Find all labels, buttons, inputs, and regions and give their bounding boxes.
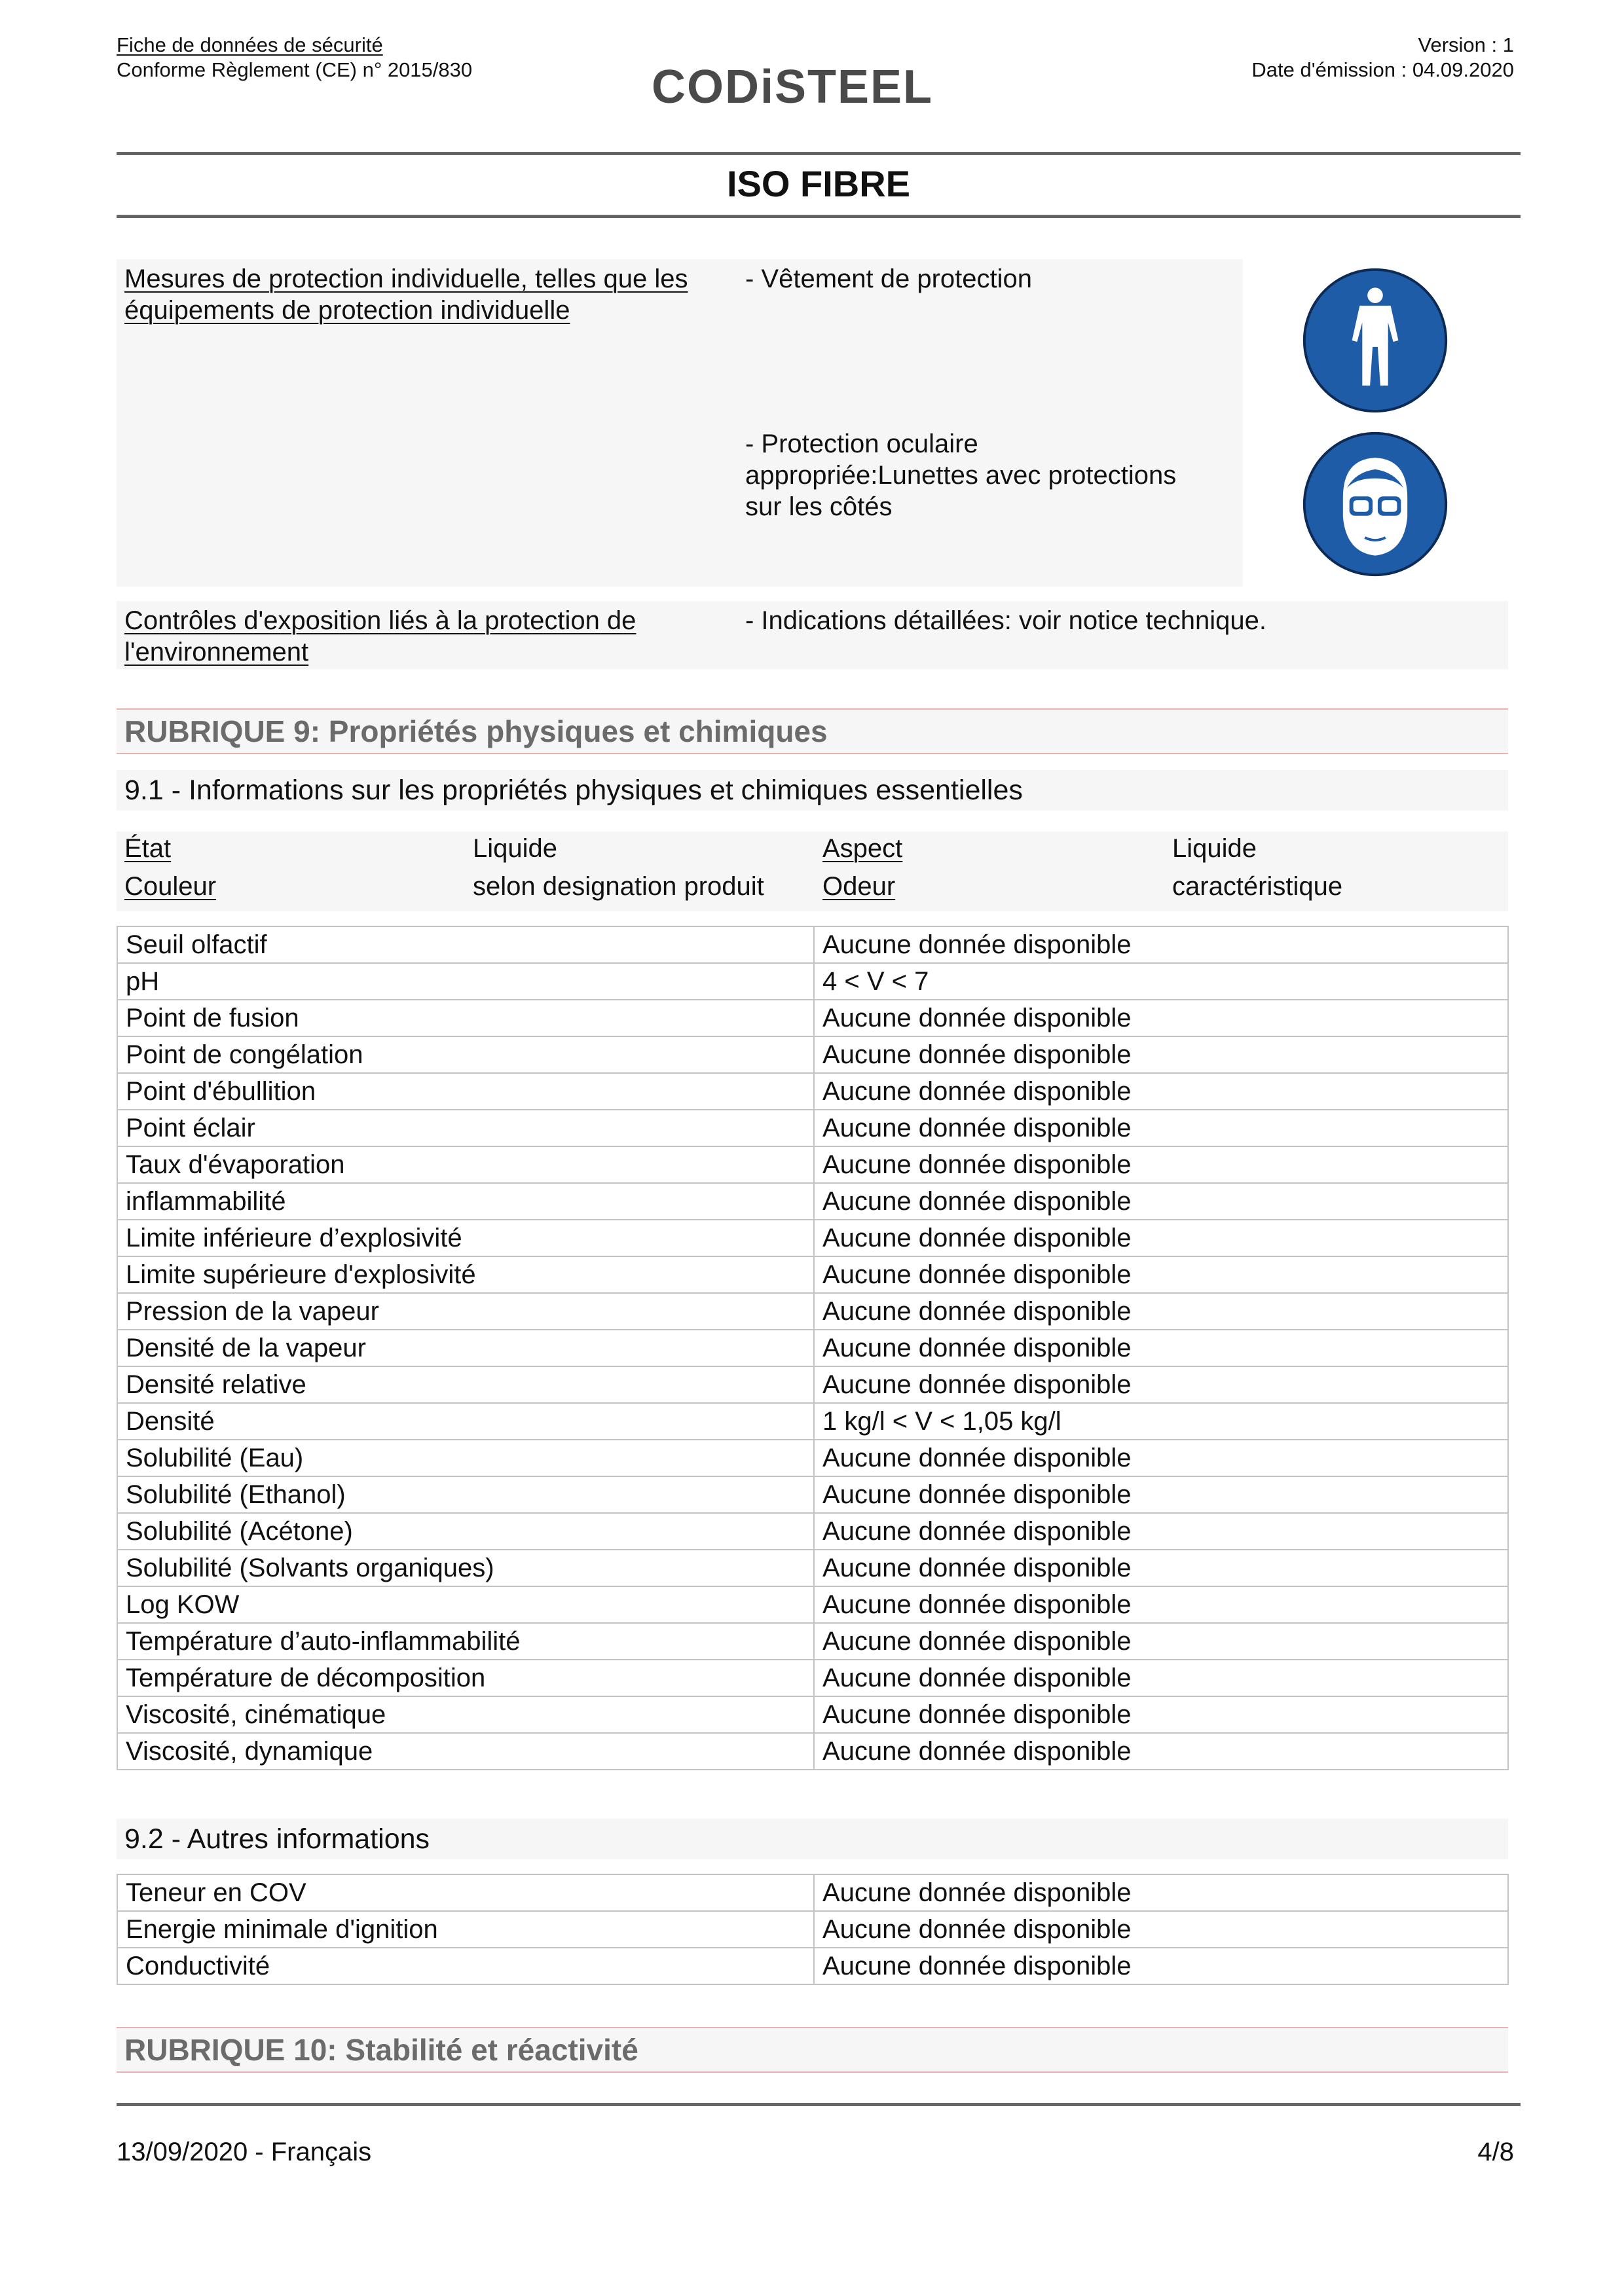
section10-title: RUBRIQUE 10: Stabilité et réactivité xyxy=(124,2033,638,2067)
table-row xyxy=(117,1293,1508,1330)
table-row xyxy=(117,1476,1508,1513)
company-logo: CODiSTEEL xyxy=(652,61,934,113)
header-rule xyxy=(117,152,1521,155)
summary-label: Aspect xyxy=(822,834,903,863)
property-value: Aucune donnée disponible xyxy=(814,1476,1508,1513)
property-value: Aucune donnée disponible xyxy=(814,1183,1508,1220)
property-value: Aucune donnée disponible xyxy=(814,1948,1508,1984)
other-info-table xyxy=(117,1874,1509,1985)
footer-date-language: 13/09/2020 - Français xyxy=(117,2138,372,2166)
properties-table xyxy=(117,926,1509,1770)
property-value: Aucune donnée disponible xyxy=(814,1036,1508,1073)
ppe-label xyxy=(124,263,688,326)
property-name: Log KOW xyxy=(117,1586,814,1623)
table-row xyxy=(117,1550,1508,1586)
section91-title: 9.1 - Informations sur les propriétés physiques et chimiques essentielles xyxy=(124,774,1023,806)
table-row xyxy=(117,1220,1508,1256)
footer-rule xyxy=(117,2103,1521,2106)
table-row xyxy=(117,1623,1508,1660)
clothing-text: - Vêtement de protection xyxy=(745,264,1033,293)
env-label-line1: Contrôles d'exposition liés à la protection de xyxy=(124,606,637,635)
property-value: Aucune donnée disponible xyxy=(814,1733,1508,1770)
property-value: Aucune donnée disponible xyxy=(814,1911,1508,1948)
table-row xyxy=(117,1183,1508,1220)
property-name: Solubilité (Solvants organiques) xyxy=(117,1550,814,1586)
property-name: Limite supérieure d'explosivité xyxy=(117,1256,814,1293)
property-name: Solubilité (Ethanol) xyxy=(117,1476,814,1513)
table-row xyxy=(117,1146,1508,1183)
property-value: Aucune donnée disponible xyxy=(814,926,1508,963)
property-value: Aucune donnée disponible xyxy=(814,1146,1508,1183)
property-name: inflammabilité xyxy=(117,1183,814,1220)
property-name: Solubilité (Eau) xyxy=(117,1440,814,1476)
safety-goggles-icon xyxy=(1298,427,1452,581)
table-row xyxy=(117,1586,1508,1623)
property-value: Aucune donnée disponible xyxy=(814,1550,1508,1586)
summary-value: Liquide xyxy=(1172,834,1257,863)
ppe-label-line2: équipements de protection individuelle xyxy=(124,296,570,325)
table-row xyxy=(117,1366,1508,1403)
title-rule xyxy=(117,215,1521,218)
summary-label: Couleur xyxy=(124,872,217,901)
property-name: Point de congélation xyxy=(117,1036,814,1073)
property-value: Aucune donnée disponible xyxy=(814,1660,1508,1696)
property-name: Viscosité, cinématique xyxy=(117,1696,814,1733)
section10-header xyxy=(117,2027,1508,2073)
table-row xyxy=(117,926,1508,963)
issue-date: Date d'émission : 04.09.2020 xyxy=(1251,58,1514,81)
table-row xyxy=(117,1513,1508,1550)
property-value: Aucune donnée disponible xyxy=(814,1696,1508,1733)
header-left xyxy=(117,33,472,82)
property-name: Point éclair xyxy=(117,1110,814,1146)
product-title: ISO FIBRE xyxy=(726,163,911,204)
property-name: Viscosité, dynamique xyxy=(117,1733,814,1770)
doc-type: Fiche de données de sécurité xyxy=(117,33,383,56)
table-row xyxy=(117,1733,1508,1770)
env-label xyxy=(124,605,636,668)
env-label-line2: l'environnement xyxy=(124,638,309,666)
table-row xyxy=(117,963,1508,1000)
table-row xyxy=(117,1256,1508,1293)
property-name: Teneur en COV xyxy=(117,1874,814,1911)
property-name: Densité de la vapeur xyxy=(117,1330,814,1366)
property-name: Pression de la vapeur xyxy=(117,1293,814,1330)
summary-value: caractéristique xyxy=(1172,872,1343,901)
property-name: Energie minimale d'ignition xyxy=(117,1911,814,1948)
property-value: Aucune donnée disponible xyxy=(814,1220,1508,1256)
property-name: Seuil olfactif xyxy=(117,926,814,963)
table-row xyxy=(117,1000,1508,1036)
section92-header xyxy=(117,1819,1508,1859)
property-value: Aucune donnée disponible xyxy=(814,1366,1508,1403)
property-value: Aucune donnée disponible xyxy=(814,1330,1508,1366)
table-row xyxy=(117,1696,1508,1733)
eye-line3: sur les côtés xyxy=(745,492,893,521)
property-value: Aucune donnée disponible xyxy=(814,1110,1508,1146)
ppe-label-line1: Mesures de protection individuelle, telles que les xyxy=(124,264,688,293)
property-name: Densité xyxy=(117,1403,814,1440)
property-name: Limite inférieure d’explosivité xyxy=(117,1220,814,1256)
property-name: Densité relative xyxy=(117,1366,814,1403)
section9-header xyxy=(117,708,1508,754)
property-name: Température d’auto-inflammabilité xyxy=(117,1623,814,1660)
property-name: Température de décomposition xyxy=(117,1660,814,1696)
section92-title: 9.2 - Autres informations xyxy=(124,1823,430,1855)
property-name: Point d'ébullition xyxy=(117,1073,814,1110)
property-value: Aucune donnée disponible xyxy=(814,1874,1508,1911)
property-value: Aucune donnée disponible xyxy=(814,1586,1508,1623)
property-name: Taux d'évaporation xyxy=(117,1146,814,1183)
table-row xyxy=(117,1330,1508,1366)
property-name: Point de fusion xyxy=(117,1000,814,1036)
protective-clothing-icon xyxy=(1298,263,1452,418)
summary-label: Odeur xyxy=(822,872,896,901)
table-row xyxy=(117,1403,1508,1440)
table-row xyxy=(117,1660,1508,1696)
eye-protection-text xyxy=(745,428,1176,522)
property-name: pH xyxy=(117,963,814,1000)
property-name: Solubilité (Acétone) xyxy=(117,1513,814,1550)
property-value: Aucune donnée disponible xyxy=(814,1513,1508,1550)
property-value: Aucune donnée disponible xyxy=(814,1623,1508,1660)
table-row xyxy=(117,1036,1508,1073)
env-value: - Indications détaillées: voir notice technique. xyxy=(745,606,1267,635)
property-name: Conductivité xyxy=(117,1948,814,1984)
table-row xyxy=(117,1110,1508,1146)
property-value: Aucune donnée disponible xyxy=(814,1440,1508,1476)
section9-title: RUBRIQUE 9: Propriétés physiques et chimiques xyxy=(124,714,828,748)
eye-line1: - Protection oculaire xyxy=(745,429,978,458)
table-row xyxy=(117,1874,1508,1911)
property-value: Aucune donnée disponible xyxy=(814,1256,1508,1293)
table-row xyxy=(117,1948,1508,1984)
table-row xyxy=(117,1911,1508,1948)
regulation: Conforme Règlement (CE) n° 2015/830 xyxy=(117,58,473,81)
eye-line2: appropriée:Lunettes avec protections xyxy=(745,461,1177,490)
header-right xyxy=(1251,33,1514,82)
property-value: Aucune donnée disponible xyxy=(814,1073,1508,1110)
property-value: 4 < V < 7 xyxy=(814,963,1508,1000)
summary-value: selon designation produit xyxy=(473,872,764,901)
summary-value: Liquide xyxy=(473,834,558,863)
version: Version : 1 xyxy=(1418,33,1514,56)
property-value: Aucune donnée disponible xyxy=(814,1000,1508,1036)
section91-header xyxy=(117,770,1508,811)
table-row xyxy=(117,1073,1508,1110)
page-number: 4/8 xyxy=(1477,2138,1514,2166)
table-row xyxy=(117,1440,1508,1476)
property-value: 1 kg/l < V < 1,05 kg/l xyxy=(814,1403,1508,1440)
property-value: Aucune donnée disponible xyxy=(814,1293,1508,1330)
summary-label: État xyxy=(124,834,172,863)
